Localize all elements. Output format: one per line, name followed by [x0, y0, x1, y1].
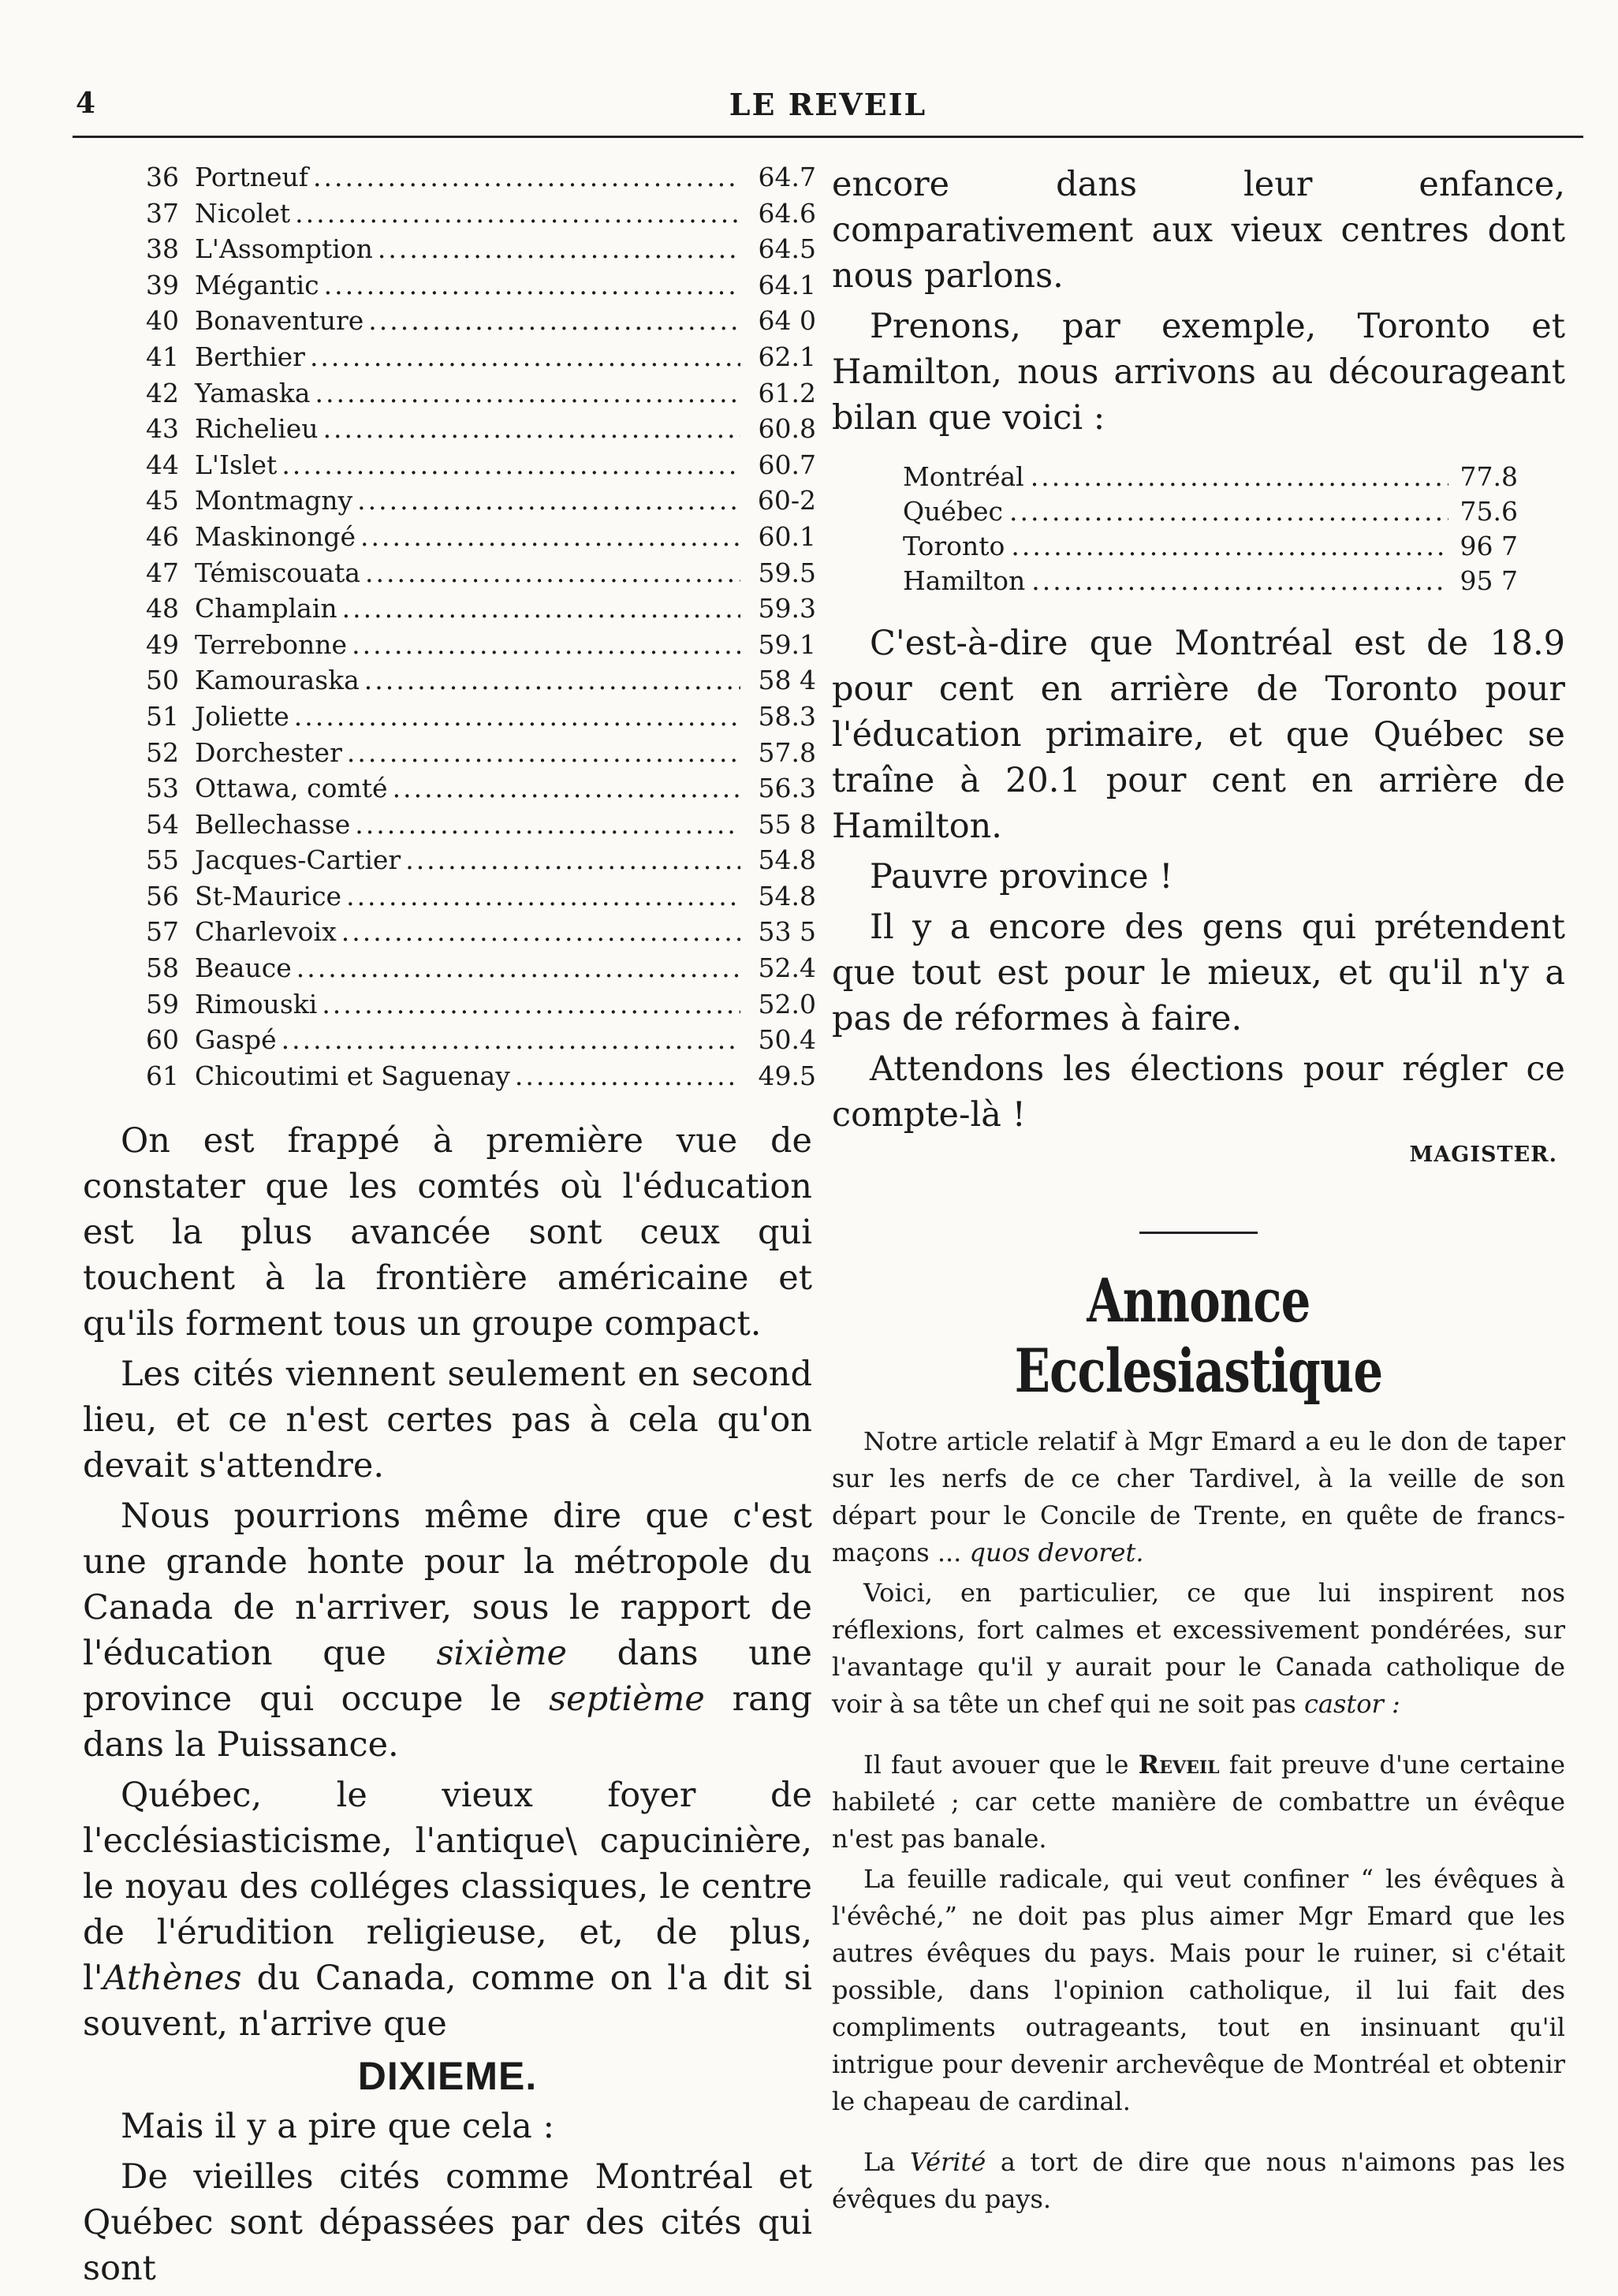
city-row: [903, 531, 1518, 565]
ranking-value: 64.7: [758, 162, 816, 192]
city-value: 77.8: [1460, 461, 1518, 492]
city-comparison-list: [903, 461, 1518, 600]
ranking-value: 58.3: [758, 700, 816, 732]
ranking-rank: 61: [146, 1060, 179, 1091]
ranking-row: [146, 305, 816, 341]
ranking-rank: 36: [146, 162, 179, 192]
ranking-rank: 60: [146, 1024, 179, 1056]
ranking-value: 61.2: [758, 377, 816, 408]
ranking-rank: 54: [146, 808, 179, 840]
leader-dots: [346, 881, 740, 911]
ranking-row: [146, 952, 816, 989]
ranking-county: Rimouski: [195, 988, 318, 1019]
quote-paragraph: Il faut avouer que le Reveil fait preuve d'une certaine habileté ; car cette manière de combattre un évêque n'est pas banale.: [832, 1750, 1566, 1854]
ranking-row: [146, 233, 816, 270]
leader-dots: [281, 449, 740, 480]
newspaper-title: LE REVEIL: [729, 87, 927, 122]
ranking-value: 59.3: [758, 593, 816, 624]
leader-dots: [515, 1060, 740, 1091]
ranking-row: [146, 629, 816, 665]
ranking-row: [146, 1024, 816, 1060]
ranking-county: Ottawa, comté: [195, 773, 388, 804]
right-column: [832, 162, 1565, 2221]
page-header: [73, 79, 1583, 138]
ranking-rank: 52: [146, 736, 179, 768]
leader-dots: [360, 521, 740, 552]
city-value: 95 7: [1460, 565, 1518, 596]
city-name: Montréal: [903, 461, 1024, 492]
ranking-value: 53 5: [758, 916, 816, 948]
ranking-county: Champlain: [195, 593, 337, 624]
ranking-county: Richelieu: [195, 413, 319, 445]
city-name: Hamilton: [903, 565, 1026, 596]
leader-dots: [364, 665, 740, 695]
ranking-rank: 55: [146, 844, 179, 876]
ranking-value: 56.3: [758, 773, 816, 804]
leader-dots: [352, 629, 740, 660]
ranking-county: Beauce: [195, 952, 292, 984]
leader-dots: [313, 162, 740, 192]
left-column: [83, 162, 816, 2296]
ranking-rank: 41: [146, 341, 179, 372]
paragraph: Nous pourrions même dire que c'est une grande honte pour la métropole du Canada de n'arriver, sous le rapport de l'éducation que sixième dans une province qui occupe le septième rang dans la Puissance.: [83, 1496, 812, 1765]
paragraph: Pauvre province !: [870, 857, 1173, 896]
quotation: [832, 1746, 1565, 2120]
page-number: 4: [76, 87, 96, 120]
leader-dots: [341, 916, 740, 947]
ranking-row: [146, 449, 816, 486]
ranking-value: 59.5: [758, 557, 816, 588]
leader-dots: [322, 989, 740, 1019]
ranking-rank: 42: [146, 377, 179, 408]
ranking-value: 64.5: [758, 233, 816, 265]
city-value: 96 7: [1460, 531, 1518, 561]
leader-dots: [347, 737, 740, 768]
ranking-county: Mégantic: [195, 269, 319, 300]
ranking-row: [146, 881, 816, 917]
ranking-row: [146, 773, 816, 809]
city-row: [903, 565, 1518, 600]
quote-paragraph: La feuille radicale, qui veut confiner “ les évêques à l'évêché,” ne doit pas plus aimer Mgr Emard que les autres évêques du pays. Mais pour le ruiner, si c'était possible, dans l'opinion catholique, il lui fait des compliments outrageants, tout en insinuant qu'il intrigue pour devenir archevêque de Montréal et obtenir le chapeau de cardinal.: [832, 1864, 1565, 2116]
ranking-rank: 47: [146, 557, 179, 588]
leader-dots: [296, 952, 740, 983]
ranking-rank: 45: [146, 485, 179, 516]
leader-dots: [405, 844, 740, 875]
leader-dots: [324, 270, 740, 300]
ranking-county: Portneuf: [195, 162, 309, 192]
paragraph: Notre article relatif à Mgr Emard a eu le don de taper sur les nerfs de ce cher Tardivel, à la veille de son départ pour le Concile de Trente, en quête de francs-maçons ... quos devoret.: [832, 1426, 1565, 1567]
ranking-county: Chicoutimi et Saguenay: [195, 1060, 510, 1091]
leader-dots: [294, 701, 740, 732]
ranking-row: [146, 521, 816, 557]
section-title: Annonce Ecclesiastique: [1014, 1265, 1383, 1406]
ranking-county: Yamaska: [195, 377, 311, 408]
leader-dots: [1031, 565, 1448, 596]
county-ranking-list: [146, 162, 816, 1096]
ranking-row: [146, 844, 816, 881]
city-name: Toronto: [903, 531, 1005, 561]
ranking-value: 55 8: [758, 808, 816, 840]
ranking-rank: 50: [146, 665, 179, 696]
ranking-county: Dorchester: [195, 736, 342, 768]
leader-dots: [365, 557, 740, 588]
ranking-value: 54.8: [758, 844, 816, 876]
ranking-rank: 39: [146, 269, 179, 300]
leader-dots: [315, 378, 740, 408]
ranking-value: 64.1: [758, 269, 816, 300]
leader-dots: [1009, 496, 1448, 527]
ranking-county: St-Maurice: [195, 880, 342, 911]
ranking-rank: 58: [146, 952, 179, 984]
ranking-county: Gaspé: [195, 1024, 277, 1056]
ranking-county: Terrebonne: [195, 628, 348, 660]
leader-dots: [310, 341, 740, 372]
signature: MAGISTER.: [1409, 1142, 1557, 1167]
ranking-county: Montmagny: [195, 485, 353, 516]
city-row: [903, 496, 1518, 531]
leader-dots: [1011, 531, 1448, 561]
ranking-row: [146, 809, 816, 845]
emphasis-heading: DIXIEME.: [357, 2054, 538, 2099]
ranking-value: 62.1: [758, 341, 816, 372]
ranking-value: 54.8: [758, 880, 816, 911]
ranking-county: Nicolet: [195, 197, 291, 229]
ranking-rank: 53: [146, 773, 179, 804]
paragraph: De vieilles cités comme Montréal et Québec sont dépassées par des cités qui sont: [83, 2157, 812, 2289]
ranking-value: 52.4: [758, 952, 816, 984]
ranking-county: Maskinongé: [195, 520, 356, 552]
ranking-county: L'Assomption: [195, 233, 373, 265]
ranking-rank: 40: [146, 305, 179, 337]
paragraph: Il y a encore des gens qui prétendent que tout est pour le mieux, et qu'il n'y a pas de réformes à faire.: [832, 908, 1565, 1038]
ranking-row: [146, 270, 816, 306]
ranking-rank: 43: [146, 413, 179, 445]
leader-dots: [281, 1024, 740, 1055]
ranking-value: 59.1: [758, 628, 816, 660]
ranking-rank: 56: [146, 880, 179, 911]
ranking-value: 49.5: [758, 1060, 816, 1091]
ranking-row: [146, 989, 816, 1025]
ranking-value: 60.7: [758, 449, 816, 480]
city-name: Québec: [903, 496, 1003, 527]
ranking-value: 57.8: [758, 736, 816, 768]
ranking-row: [146, 665, 816, 701]
ranking-row: [146, 378, 816, 414]
section-divider: [1139, 1232, 1258, 1234]
ranking-county: Kamouraska: [195, 665, 360, 696]
leader-dots: [1031, 461, 1448, 492]
paragraph: La Vérité a tort de dire que nous n'aimons pas les évêques du pays.: [832, 2147, 1565, 2214]
paragraph: Attendons les élections pour régler ce compte-là !: [832, 1049, 1565, 1135]
ranking-rank: 38: [146, 233, 179, 265]
leader-dots: [357, 485, 740, 516]
ranking-rank: 37: [146, 197, 179, 229]
leader-dots: [295, 198, 740, 229]
ranking-county: Charlevoix: [195, 916, 337, 948]
ranking-row: [146, 1060, 816, 1097]
ranking-rank: 48: [146, 593, 179, 624]
city-value: 75.6: [1460, 496, 1518, 527]
ranking-row: [146, 593, 816, 629]
paragraph: Mais il y a pire que cela :: [121, 2107, 554, 2147]
paragraph: Prenons, par exemple, Toronto et Hamilton, nous arrivons au décourageant bilan que voici :: [832, 307, 1565, 438]
ranking-rank: 57: [146, 916, 179, 948]
city-row: [903, 461, 1518, 496]
ranking-value: 58 4: [758, 665, 816, 696]
paragraph: encore dans leur enfance, comparativement aux vieux centres dont nous parlons.: [832, 165, 1565, 296]
ranking-rank: 44: [146, 449, 179, 480]
ranking-row: [146, 485, 816, 521]
ranking-row: [146, 701, 816, 737]
ranking-row: [146, 162, 816, 198]
ranking-value: 60.8: [758, 413, 816, 445]
ranking-value: 60.1: [758, 520, 816, 552]
leader-dots: [355, 809, 740, 840]
ranking-row: [146, 413, 816, 449]
paragraph: Les cités viennent seulement en second lieu, et ce n'est certes pas à cela qu'on devait s'attendre.: [83, 1355, 812, 1486]
leader-dots: [323, 413, 740, 444]
ranking-county: Jacques-Cartier: [195, 844, 401, 876]
ranking-row: [146, 198, 816, 234]
leader-dots: [368, 305, 740, 336]
ranking-row: [146, 557, 816, 594]
ranking-value: 52.0: [758, 988, 816, 1019]
paragraph: On est frappé à première vue de constater que les comtés où l'éducation est la plus avancée sont ceux qui touchent à la frontière américaine et qu'ils forment tous un groupe compact.: [83, 1121, 812, 1344]
ranking-value: 64.6: [758, 197, 816, 229]
ranking-county: Bellechasse: [195, 808, 351, 840]
ranking-county: Témiscouata: [195, 557, 360, 588]
ranking-county: Bonaventure: [195, 305, 364, 337]
ranking-rank: 59: [146, 988, 179, 1019]
ranking-value: 60-2: [757, 485, 816, 516]
ranking-county: L'Islet: [195, 449, 278, 480]
ranking-value: 50.4: [758, 1024, 816, 1056]
paragraph: Voici, en particulier, ce que lui inspirent nos réflexions, fort calmes et excessivement pondérées, sur l'avantage qu'il y aurait pour le Canada catholique de voir à sa tête un chef qui ne soit pas castor :: [832, 1578, 1565, 1719]
ranking-rank: 51: [146, 700, 179, 732]
ranking-county: Joliette: [195, 700, 289, 732]
leader-dots: [342, 593, 740, 624]
ranking-row: [146, 341, 816, 378]
ranking-rank: 49: [146, 628, 179, 660]
leader-dots: [378, 233, 740, 264]
ranking-row: [146, 737, 816, 773]
ranking-value: 64 0: [758, 305, 816, 337]
ranking-county: Berthier: [195, 341, 305, 372]
paragraph: Québec, le vieux foyer de l'ecclésiasticisme, l'antique\ capucinière, le noyau des colléges classiques, le centre de l'érudition religieuse, et, de plus, l'Athènes du Canada, comme on l'a dit si souvent, n'arrive que: [83, 1776, 812, 2044]
ranking-row: [146, 916, 816, 952]
paragraph: C'est-à-dire que Montréal est de 18.9 pour cent en arrière de Toronto pour l'éducation primaire, et que Québec se traîne à 20.1 pour cent en arrière de Hamilton.: [832, 624, 1565, 846]
ranking-rank: 46: [146, 520, 179, 552]
leader-dots: [393, 773, 740, 803]
